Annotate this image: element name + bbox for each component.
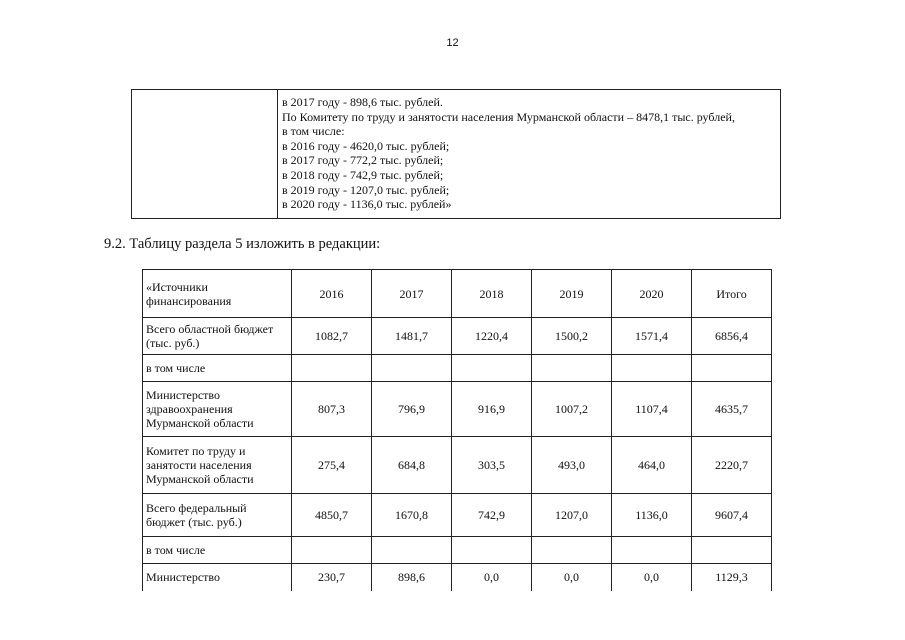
table-cell: 2220,7: [692, 437, 772, 494]
table-cell: 464,0: [612, 437, 692, 494]
table-cell: [532, 537, 612, 564]
table-cell: 1207,0: [532, 494, 612, 537]
header-cell-total: Итого: [692, 270, 772, 318]
table-cell: 493,0: [532, 437, 612, 494]
table-row: [143, 494, 772, 537]
table-cell: 0,0: [452, 564, 532, 591]
table-row: [143, 437, 772, 494]
table-cell: 6856,4: [692, 318, 772, 355]
table-row: [143, 537, 772, 564]
header-cell-year: 2020: [612, 270, 692, 318]
table-cell: [372, 537, 452, 564]
funding-text-line: По Комитету по труду и занятости населения Мурманской области – 8478,1 тыс. рублей,: [282, 109, 735, 124]
table-row: [143, 382, 772, 437]
table-cell: 1220,4: [452, 318, 532, 355]
table-cell: 4850,7: [292, 494, 372, 537]
table-cell: 0,0: [612, 564, 692, 591]
funding-text-line: в 2018 году - 742,9 тыс. рублей;: [282, 167, 444, 182]
funding-text-block: [282, 95, 776, 212]
table-cell: 1007,2: [532, 382, 612, 437]
table-cell: 898,6: [372, 564, 452, 591]
row-label: Комитет по труду и занятости населения Мурманской области: [143, 437, 292, 494]
table-cell: 275,4: [292, 437, 372, 494]
table-cell: [372, 355, 452, 382]
table-cell: 1500,2: [532, 318, 612, 355]
section-heading: 9.2. Таблицу раздела 5 изложить в редакции:: [104, 236, 381, 252]
funding-text-line: в 2020 году - 1136,0 тыс. рублей»: [282, 197, 452, 212]
row-label: Министерство здравоохранения Мурманской области: [143, 382, 292, 437]
table-cell: [692, 537, 772, 564]
row-label: Всего областной бюджет (тыс. руб.): [143, 318, 292, 355]
table-cell: 9607,4: [692, 494, 772, 537]
table-cell: 1082,7: [292, 318, 372, 355]
table-cell: 916,9: [452, 382, 532, 437]
table-cell: 807,3: [292, 382, 372, 437]
table-cell: [292, 537, 372, 564]
finance-table: [142, 269, 772, 591]
row-label: Министерство: [143, 564, 292, 591]
table-cell: 1107,4: [612, 382, 692, 437]
table-cell: 684,8: [372, 437, 452, 494]
table-cell: [452, 355, 532, 382]
table-cell: 230,7: [292, 564, 372, 591]
table-cell: [692, 355, 772, 382]
table-cell: [612, 355, 692, 382]
table-row: [143, 355, 772, 382]
header-cell-year: 2018: [452, 270, 532, 318]
table-cell: 4635,7: [692, 382, 772, 437]
column-divider: [277, 90, 278, 218]
table-cell: 1670,8: [372, 494, 452, 537]
funding-text-line: в 2016 году - 4620,0 тыс. рублей;: [282, 138, 450, 153]
header-cell-source: «Источники финансирования: [143, 270, 292, 318]
funding-text-line: в 2019 году - 1207,0 тыс. рублей;: [282, 182, 450, 197]
table-cell: [532, 355, 612, 382]
table-row: [143, 318, 772, 355]
page-number: 12: [446, 37, 459, 49]
table-header-row: [143, 270, 772, 318]
table-cell: [612, 537, 692, 564]
header-cell-year: 2017: [372, 270, 452, 318]
table-cell: 1571,4: [612, 318, 692, 355]
table-row: [143, 564, 772, 591]
row-label: в том числе: [143, 537, 292, 564]
table-cell: [292, 355, 372, 382]
table-cell: [452, 537, 532, 564]
table-cell: 1136,0: [612, 494, 692, 537]
header-cell-year: 2016: [292, 270, 372, 318]
table-cell: 1129,3: [692, 564, 772, 591]
continued-table-fragment: [131, 89, 781, 219]
table-cell: 742,9: [452, 494, 532, 537]
table-cell: 796,9: [372, 382, 452, 437]
funding-text-line: в 2017 году - 898,6 тыс. рублей.: [282, 95, 443, 109]
table-cell: 1481,7: [372, 318, 452, 355]
funding-text-line: в том числе:: [282, 124, 345, 139]
row-label: в том числе: [143, 355, 292, 382]
table-cell: 303,5: [452, 437, 532, 494]
row-label: Всего федеральный бюджет (тыс. руб.): [143, 494, 292, 537]
header-cell-year: 2019: [532, 270, 612, 318]
funding-text-line: в 2017 году - 772,2 тыс. рублей;: [282, 153, 444, 168]
table-cell: 0,0: [532, 564, 612, 591]
